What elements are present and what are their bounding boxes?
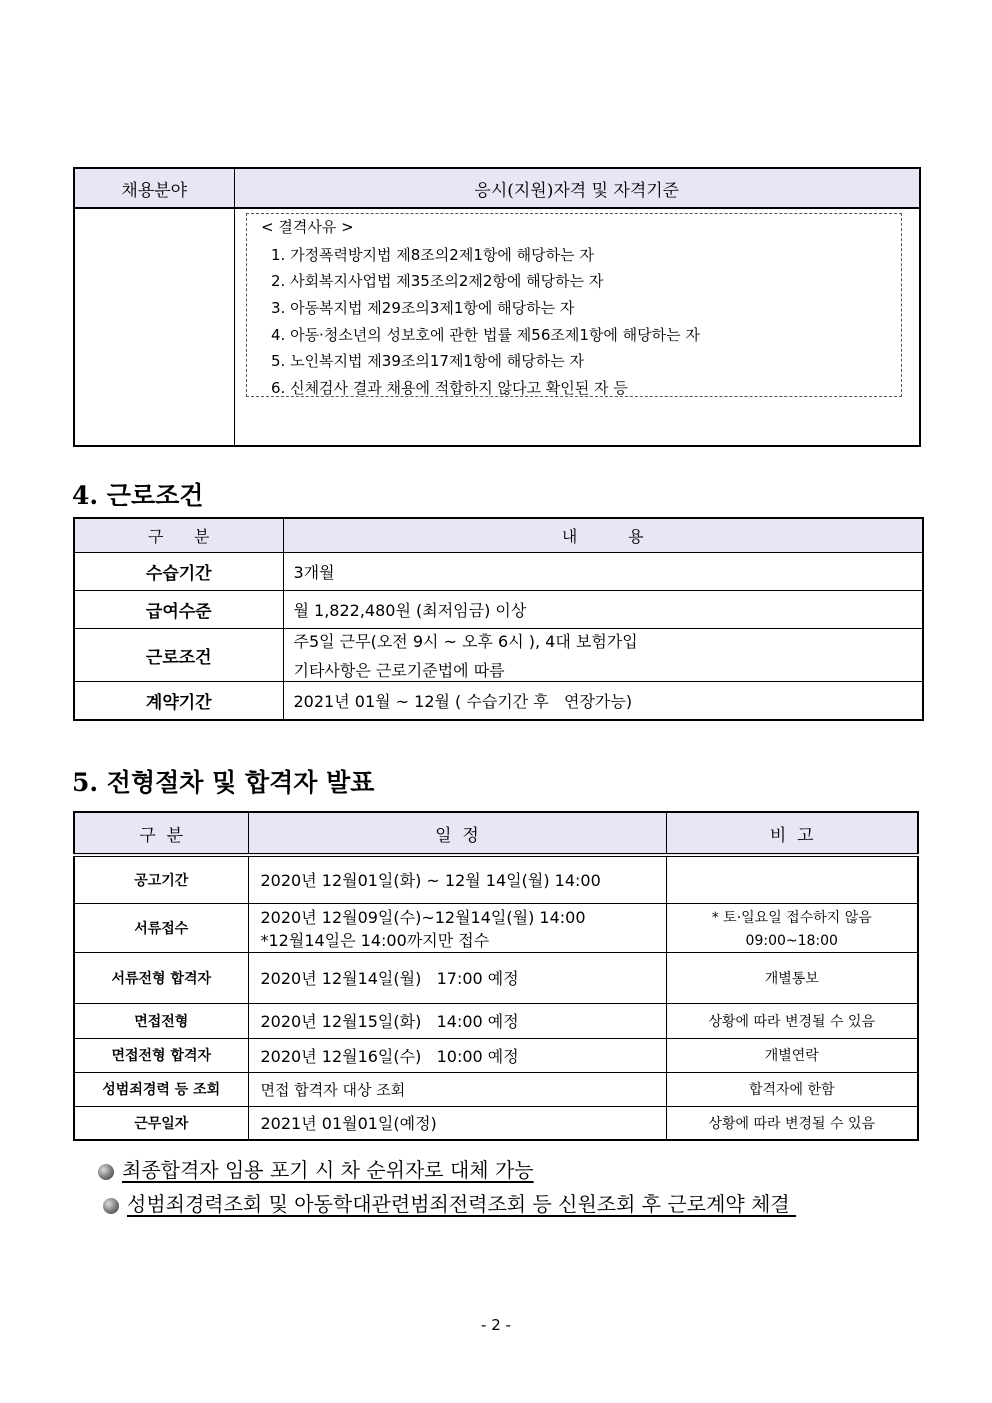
row-schedule-line: *12월14일은 14:00까지만 접수 <box>260 930 490 950</box>
header-category: 구 분 <box>74 812 248 855</box>
row-schedule: 2020년 12월15일(화) 14:00 예정 <box>248 1003 666 1038</box>
row-note-line: * 토·일요일 접수하지 않음 <box>711 909 872 926</box>
row-value <box>283 629 923 682</box>
row-value-line: 기타사항은 근로기준법에 따름 <box>293 661 505 680</box>
header-qualification: 응시(지원)자격 및 자격기준 <box>234 168 920 208</box>
bullet-icon <box>98 1164 114 1180</box>
field-cell <box>74 208 234 446</box>
row-note: 상황에 따라 변경될 수 있음 <box>666 1003 918 1038</box>
bullet-icon <box>103 1198 119 1214</box>
row-note <box>666 903 918 952</box>
bullet-text: 성범죄경력조회 및 아동학대관련범죄전력조회 등 신원조회 후 근로계약 체결 <box>127 1192 797 1216</box>
row-note: 상황에 따라 변경될 수 있음 <box>666 1106 918 1140</box>
row-note <box>666 855 918 903</box>
row-schedule: 면접 합격자 대상 조회 <box>248 1072 666 1106</box>
header-category: 구 분 <box>74 518 283 553</box>
row-label: 공고기간 <box>74 855 248 903</box>
row-label: 서류접수 <box>74 903 248 952</box>
row-note: 합격자에 한함 <box>666 1072 918 1106</box>
header-note: 비 고 <box>666 812 918 855</box>
list-item: 3. 아동복지법 제29조의3제1항에 해당하는 자 <box>271 299 575 317</box>
list-item: 2. 사회복지사업법 제35조의2제2항에 해당하는 자 <box>271 272 604 290</box>
row-schedule <box>248 903 666 952</box>
row-schedule: 2020년 12월16일(수) 10:00 예정 <box>248 1038 666 1072</box>
row-label: 면접전형 <box>74 1003 248 1038</box>
working-conditions-table <box>73 517 924 721</box>
row-label: 급여수준 <box>74 591 283 629</box>
page-number: - 2 - <box>481 1316 511 1334</box>
section4-heading: 4. 근로조건 <box>72 481 204 510</box>
bullet-note <box>103 1188 796 1217</box>
row-note: 개별통보 <box>666 952 918 1003</box>
bullet-text: 최종합격자 임용 포기 시 차 순위자로 대체 가능 <box>122 1158 534 1182</box>
header-schedule: 일 정 <box>248 812 666 855</box>
row-schedule: 2020년 12월14일(월) 17:00 예정 <box>248 952 666 1003</box>
list-item: 1. 가정폭력방지법 제8조의2제1항에 해당하는 자 <box>271 246 594 264</box>
list-item: 6. 신체검사 결과 채용에 적합하지 않다고 확인된 자 등 <box>271 379 628 397</box>
row-schedule: 2020년 12월01일(화) ~ 12월 14일(월) 14:00 <box>248 855 666 903</box>
row-value: 3개월 <box>283 553 923 591</box>
row-schedule: 2021년 01월01일(예정) <box>248 1106 666 1140</box>
list-item: 5. 노인복지법 제39조의17제1항에 해당하는 자 <box>271 352 584 370</box>
row-note-line: 09:00~18:00 <box>745 932 838 949</box>
row-label: 계약기간 <box>74 682 283 720</box>
section5-heading: 5. 전형절차 및 합격자 발표 <box>72 768 375 797</box>
list-item: 4. 아동·청소년의 성보호에 관한 법률 제56조제1항에 해당하는 자 <box>271 326 700 344</box>
header-field: 채용분야 <box>74 168 234 208</box>
row-note: 개별연락 <box>666 1038 918 1072</box>
bullet-note <box>98 1154 534 1183</box>
row-value-line: 주5일 근무(오전 9시 ~ 오후 6시 ), 4대 보험가입 <box>293 632 638 651</box>
row-label: 근로조건 <box>74 629 283 682</box>
row-label: 근무일자 <box>74 1106 248 1140</box>
row-label: 면접전형 합격자 <box>74 1038 248 1072</box>
row-schedule-line: 2020년 12월09일(수)~12월14일(월) 14:00 <box>260 907 586 927</box>
row-value: 월 1,822,480원 (최저임금) 이상 <box>283 591 923 629</box>
disqualification-box <box>246 213 902 397</box>
row-label: 서류전형 합격자 <box>74 952 248 1003</box>
row-label: 성범죄경력 등 조회 <box>74 1072 248 1106</box>
disqualification-title: < 결격사유 > <box>261 218 354 236</box>
schedule-table <box>73 811 919 1141</box>
header-content: 내 용 <box>283 518 923 553</box>
row-label: 수습기간 <box>74 553 283 591</box>
row-value: 2021년 01월 ~ 12월 ( 수습기간 후 연장가능) <box>283 682 923 720</box>
